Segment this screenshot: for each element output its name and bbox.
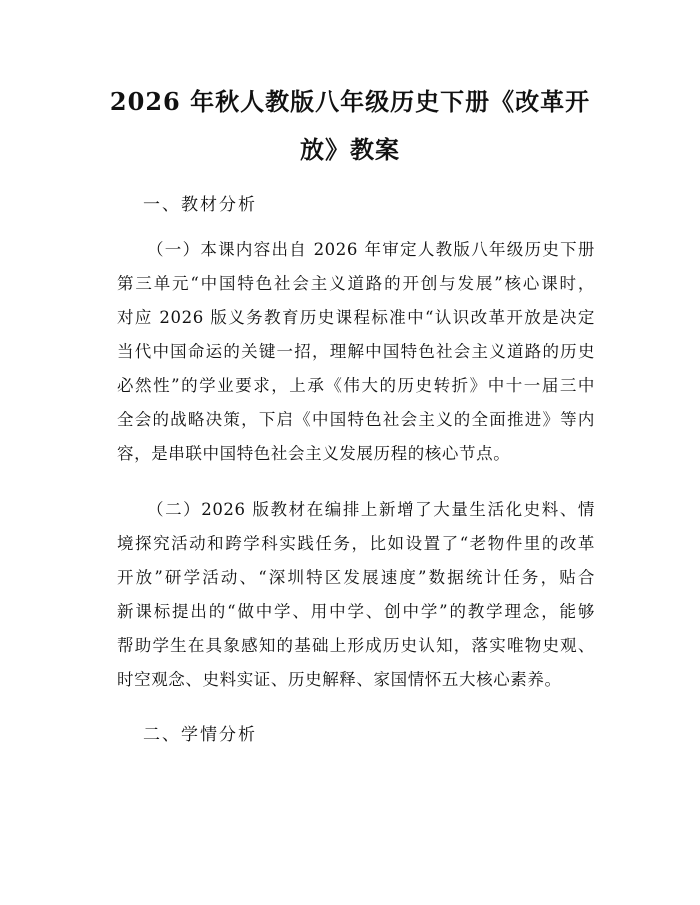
section-heading-textbook-analysis: 一、教材分析 — [143, 195, 257, 215]
paragraph-1-line: 对应 2026 版义务教育历史课程标准中“认识改革开放是决定 — [117, 308, 595, 327]
paragraph-2-line: （二）2026 版教材在编排上新增了大量生活化史料、情 — [147, 500, 595, 519]
paragraph-2-line: 时空观念、史料实证、历史解释、家国情怀五大核心素养。 — [117, 670, 562, 689]
paragraph-1-line: 必然性”的学业要求，上承《伟大的历史转折》中十一届三中 — [117, 376, 595, 395]
section-heading-learner-analysis: 二、学情分析 — [143, 725, 257, 745]
document-title-line-2: 放》教案 — [300, 135, 400, 164]
paragraph-2-line: 新课标提出的“做中学、用中学、创中学”的教学理念，能够 — [117, 602, 595, 621]
paragraph-1-line: （一）本课内容出自 2026 年审定人教版八年级历史下册 — [147, 240, 595, 259]
paragraph-2-line: 开放”研学活动、“深圳特区发展速度”数据统计任务，贴合 — [117, 568, 595, 587]
paragraph-1-line: 全会的战略决策，下启《中国特色社会主义的全面推进》等内 — [117, 410, 595, 429]
paragraph-1-line: 容，是串联中国特色社会主义发展历程的核心节点。 — [117, 444, 511, 463]
paragraph-1-line: 第三单元“中国特色社会主义道路的开创与发展”核心课时， — [117, 274, 595, 293]
paragraph-2-line: 帮助学生在具象感知的基础上形成历史认知，落实唯物史观、 — [117, 636, 595, 655]
document-title-line-1: 2026 年秋人教版八年级历史下册《改革开 — [109, 87, 591, 116]
paragraph-2-line: 境探究活动和跨学科实践任务，比如设置了“老物件里的改革 — [117, 534, 595, 553]
paragraph-1-line: 当代中国命运的关键一招，理解中国特色社会主义道路的历史 — [117, 342, 595, 361]
